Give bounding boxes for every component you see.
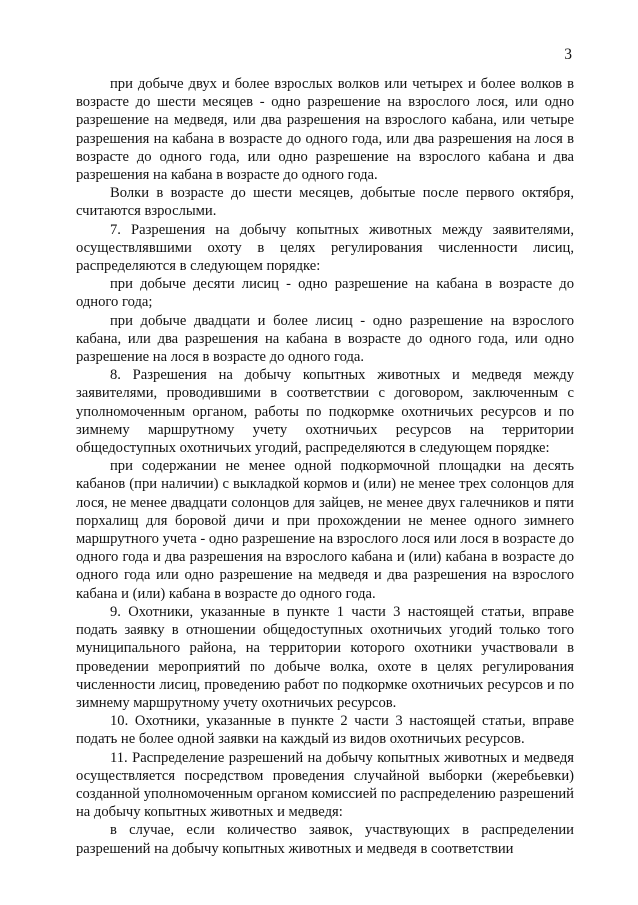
document-body [76, 75, 574, 858]
paragraph: 10. Охотники, указанные в пункте 2 части 3 настоящей статьи, вправе подать не более одной заявки на каждый из видов охотничьих ресурсов. [76, 713, 574, 748]
paragraph: 11. Распределение разрешений на добычу копытных животных и медведя осуществляется посредством проведения случайной выборки (жеребьевки) созданной уполномоченным органом комиссией по распределению разрешений на добычу копытных животных и медведя: [76, 749, 574, 821]
paragraph: в случае, если количество заявок, участвующих в распределении разрешений на добычу копытных животных и медведя в соответствии [76, 822, 574, 857]
paragraph: 7. Разрешения на добычу копытных животных между заявителями, осуществлявшими охоту в целях регулирования численности лисиц, распределяются в следующем порядке: [76, 221, 574, 275]
paragraph: 9. Охотники, указанные в пункте 1 части 3 настоящей статьи, вправе подать заявку в отношении общедоступных охотничьих угодий только того муниципального района, на территории которого охотники участвовали в проведении мероприятий по добыче волка, охоте в целях регулирования численности лисиц, проведению работ по подкормке охотничьих ресурсов и по зимнему маршрутному учету охотничьих ресурсов. [76, 603, 574, 711]
paragraph: при добыче двадцати и более лисиц - одно разрешение на взрослого кабана, или два разрешения на кабана в возрасте до одного года, или одно разрешение на лося в возрасте до одного года. [76, 312, 574, 366]
paragraph: при добыче двух и более взрослых волков или четырех и более волков в возрасте до шести месяцев - одно разрешение на взрослого лося, или одно разрешение на медведя, или два разрешения на взрослого кабана, или четыре разрешения на кабана в возрасте до одного года, или два разрешения на лося в возрасте до одного года, или одно разрешение на взрослого кабана и два разрешения на кабана в возрасте до одного года. [76, 76, 574, 184]
paragraph: при содержании не менее одной подкормочной площадки на десять кабанов (при наличии) с выкладкой кормов и (или) не менее трех солонцов для лося, не менее двадцати солонцов для зайцев, не менее двух галечников и пяти порхалищ для боровой дичи и при прохождении не менее одного зимнего маршрутного учета - одно разрешение на взрослого лося или лося в возрасте до одного года и два разрешения на взрослого кабана и (или) кабана в возрасте до одного года или одно разрешение на медведя и два разрешения на взрослого кабана и (или) кабана в возрасте до одного года. [76, 458, 574, 602]
page-number: 3 [564, 46, 572, 63]
paragraph: Волки в возрасте до шести месяцев, добытые после первого октября, считаются взрослыми. [76, 185, 574, 220]
paragraph: 8. Разрешения на добычу копытных животных и медведя между заявителями, проводившими в соответствии с договором, заключенным с уполномоченным органом, работы по подкормке охотничьих ресурсов и по зимнему маршрутному учету охотничьих ресурсов на территории общедоступных охотничьих угодий, распределяются в следующем порядке: [76, 367, 574, 457]
paragraph: при добыче десяти лисиц - одно разрешение на кабана в возрасте до одного года; [76, 276, 574, 311]
